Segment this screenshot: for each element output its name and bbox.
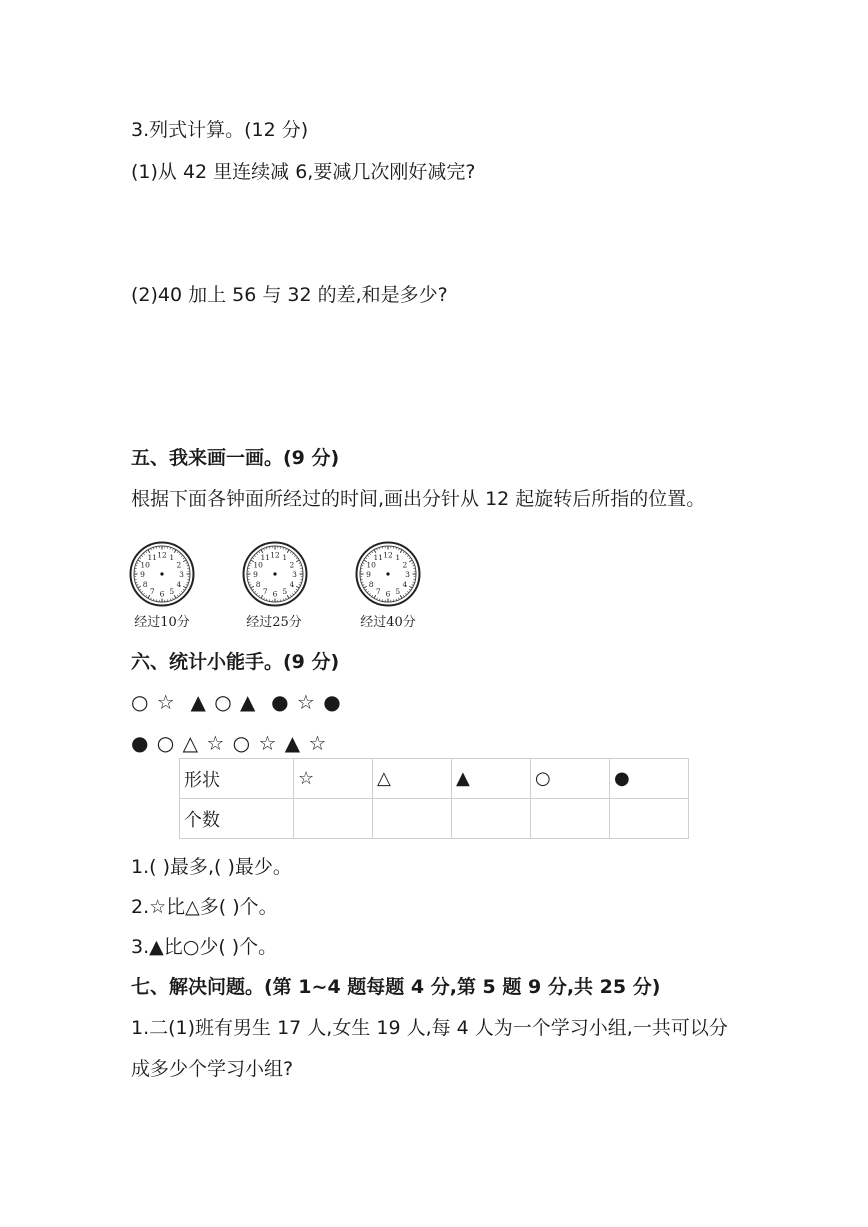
clock-numeral: 4 (176, 579, 182, 589)
table-row (180, 799, 689, 839)
clock-numeral: 4 (289, 579, 295, 589)
table-count-cell[interactable] (294, 799, 373, 839)
problem-1-line-2: 成多少个学习小组? (131, 1058, 294, 1080)
clock-numeral: 9 (253, 570, 258, 579)
clock-numeral: 12 (157, 550, 167, 560)
table-shape-triangle-outline: △ (373, 759, 452, 799)
shapes-row-1: ○ ☆ ▲ ○ ▲ ● ☆ ● (131, 690, 342, 714)
clock-numeral: 9 (140, 570, 145, 579)
table-shape-star: ☆ (294, 759, 373, 799)
clock-center-dot (160, 572, 163, 575)
table-count-cell[interactable] (531, 799, 610, 839)
clock-numeral: 10 (253, 560, 263, 570)
clock-numeral: 9 (366, 570, 371, 579)
clock-numeral: 5 (169, 586, 175, 596)
clock-numeral: 1 (282, 553, 288, 563)
clock-numeral: 10 (140, 560, 150, 570)
problem-1-line-1: 1.二(1)班有男生 17 人,女生 19 人,每 4 人为一个学习小组,一共可以分 (131, 1017, 728, 1039)
table-label-shape: 形状 (180, 759, 294, 799)
clock-numeral: 4 (402, 579, 408, 589)
clock-numeral: 3 (292, 570, 297, 579)
section5-heading: 五、我来画一画。(9 分) (131, 447, 340, 469)
section5-instruction: 根据下面各钟面所经过的时间,画出分针从 12 起旋转后所指的位置。 (131, 488, 706, 510)
clock-caption-1: 经过10分 (134, 615, 190, 630)
clock-face-1 (129, 541, 195, 607)
clock-caption-2: 经过25分 (246, 615, 302, 630)
clock-numeral: 11 (373, 553, 384, 563)
shapes-row-2: ● ○ △ ☆ ○ ☆ ▲ ☆ (131, 731, 328, 755)
clock-numeral: 8 (368, 579, 374, 589)
clock-numeral: 5 (282, 586, 288, 596)
clock-numeral: 8 (255, 579, 261, 589)
question-2: (2)40 加上 56 与 32 的差,和是多少? (131, 284, 448, 306)
clock-numeral: 6 (159, 589, 165, 599)
clock-numeral: 11 (147, 553, 158, 563)
clock-numeral: 10 (366, 560, 376, 570)
section7-heading: 七、解决问题。(第 1~4 题每题 4 分,第 5 题 9 分,共 25 分) (131, 976, 661, 998)
clock-numeral: 12 (270, 550, 280, 560)
clock-numeral: 3 (179, 570, 184, 579)
table-shape-circle-outline: ○ (531, 759, 610, 799)
table-count-cell[interactable] (373, 799, 452, 839)
table-count-cell[interactable] (452, 799, 531, 839)
clock-face-2 (242, 541, 308, 607)
clock-numeral: 12 (383, 550, 393, 560)
table-label-count: 个数 (180, 799, 294, 839)
stat-question-1: 1.( )最多,( )最少。 (131, 856, 292, 878)
clock-numeral: 7 (149, 586, 155, 596)
stat-question-2: 2.☆比△多( )个。 (131, 896, 278, 918)
clock-center-dot (273, 572, 276, 575)
clock-numeral: 11 (260, 553, 271, 563)
clock-numeral: 5 (395, 586, 401, 596)
clock-face-3 (355, 541, 421, 607)
clock-numeral: 7 (262, 586, 268, 596)
table-shape-circle-filled: ● (610, 759, 689, 799)
section6-heading: 六、统计小能手。(9 分) (131, 651, 340, 673)
clock-numeral: 2 (402, 560, 408, 570)
table-row (180, 759, 689, 799)
clock-numeral: 7 (375, 586, 381, 596)
clock-numeral: 1 (395, 553, 401, 563)
table-count-cell[interactable] (610, 799, 689, 839)
clock-numeral: 6 (385, 589, 391, 599)
clock-numeral: 1 (169, 553, 175, 563)
stat-question-3: 3.▲比○少( )个。 (131, 936, 278, 958)
clock-caption-3: 经过40分 (360, 615, 416, 630)
clock-numeral: 6 (272, 589, 278, 599)
question-1: (1)从 42 里连续减 6,要减几次刚好减完? (131, 161, 476, 183)
section3-title: 3.列式计算。(12 分) (131, 119, 309, 141)
clock-numeral: 3 (405, 570, 410, 579)
clock-center-dot (386, 572, 389, 575)
clock-numeral: 8 (142, 579, 148, 589)
tally-table (179, 758, 689, 839)
clock-numeral: 2 (176, 560, 182, 570)
clock-numeral: 2 (289, 560, 295, 570)
table-shape-triangle-filled: ▲ (452, 759, 531, 799)
